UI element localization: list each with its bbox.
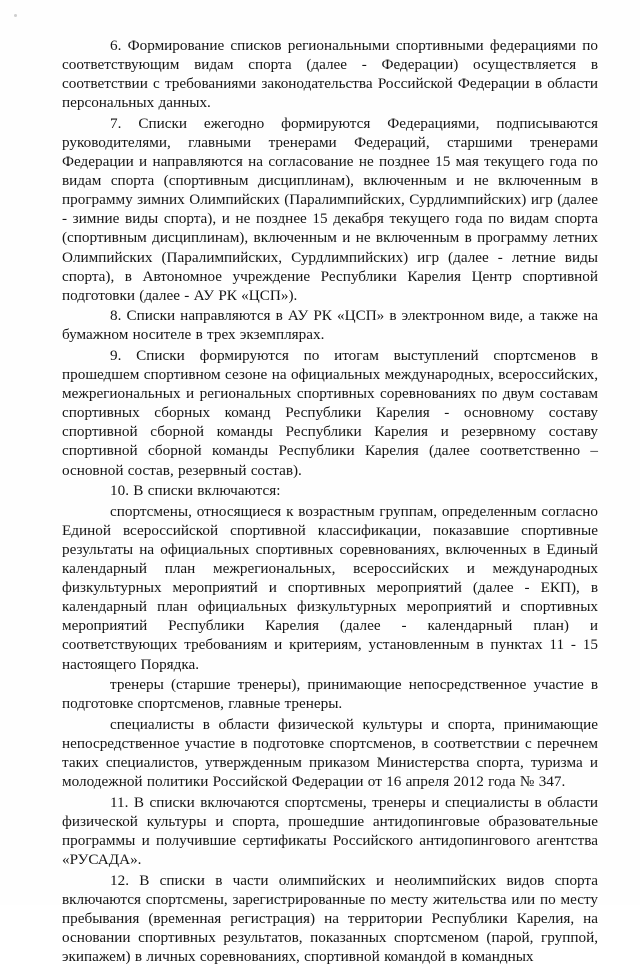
paragraph-10: 10. В списки включаются: (110, 482, 281, 500)
paragraph-9: 9. Списки формируются по итогам выступлений спортсменов в прошедшем спортивном сезоне на официальных международных, всероссийских, межрегиональных и региональных спортивных соревнованиях по двум составам спортивных сборных команд Республики Карелия - основному составу спортивной сборной команды Республики Карелия и резервному составу спортивной сборной команды Республики Карелия (далее соответственно – основной состав, резервный состав). (62, 347, 598, 479)
paragraph-10-coaches: тренеры (старшие тренеры), принимающие непосредственное участие в подготовке спортсменов, главные тренеры. (62, 676, 598, 713)
paragraph-10-specialists: специалисты в области физической культуры и спорта, принимающие непосредственное участие в подготовке спортсменов, в соответствии с перечнем таких специалистов, утвержденным приказом Министерства спорта, туризма и молодежной политики Российской Федерации от 16 апреля 2012 года № 347. (62, 715, 598, 791)
document-body (62, 36, 598, 968)
paragraph-7: 7. Списки ежегодно формируются Федерациями, подписываются руководителями, главными тренерами Федераций, старшими тренерами Федерации и направляются на согласование не позднее 15 мая текущего года по видам спорта (спортивным дисциплинам), включенным и не включенным в программу зимних Олимпийских (Паралимпийских, Сурдлимпийских) игр (далее - зимние виды спорта), и не позднее 15 декабря текущего года по видам спорта (спортивным дисциплинам), включенным и не включенным в программу летних Олимпийских (Паралимпийских, Сурдлимпийских) игр (далее - летние виды спорта), в Автономное учреждение Республики Карелия Центр спортивной подготовки (далее - АУ РК «ЦСП»). (62, 114, 598, 304)
paragraph-11: 11. В списки включаются спортсмены, тренеры и специалисты в области физической культуры и спорта, прошедшие антидопинговые образовательные программы и получившие сертификаты Российского антидопингового агентства «РУСАДА». (62, 793, 598, 868)
paragraph-6: 6. Формирование списков региональными спортивными федерациями по соответствующим видам спорта (далее - Федерации) осуществляется в соответствии с требованиями законодательства Российской Федерации в области персональных данных. (62, 37, 598, 112)
paragraph-12: 12. В списки в части олимпийских и неолимпийских видов спорта включаются спортсмены, зарегистрированные по месту жительства или по месту пребывания (временная регистрация) на территории Республики Карелия, на основании спортивных результатов, показанных спортсменом (парой, группой, экипажем) в личных соревнованиях, спортивной командой в командных (62, 871, 598, 965)
scan-artifact (14, 14, 17, 17)
paragraph-10-athletes: спортсмены, относящиеся к возрастным группам, определенным согласно Единой всероссийской спортивной классификации, показавшие спортивные результаты на официальных спортивных соревнованиях, включенных в Единый календарный план межрегиональных, всероссийских и международных физкультурных мероприятий и спортивных мероприятий (далее - ЕКП), в календарный план официальных физкультурных мероприятий и спортивных мероприятий Республики Карелия (далее - календарный план) и соответствующих требованиям и критериям, установленным в пунктах 11 - 15 настоящего Порядка. (62, 502, 598, 673)
paragraph-8: 8. Списки направляются в АУ РК «ЦСП» в электронном виде, а также на бумажном носителе в трех экземплярах. (62, 307, 598, 344)
